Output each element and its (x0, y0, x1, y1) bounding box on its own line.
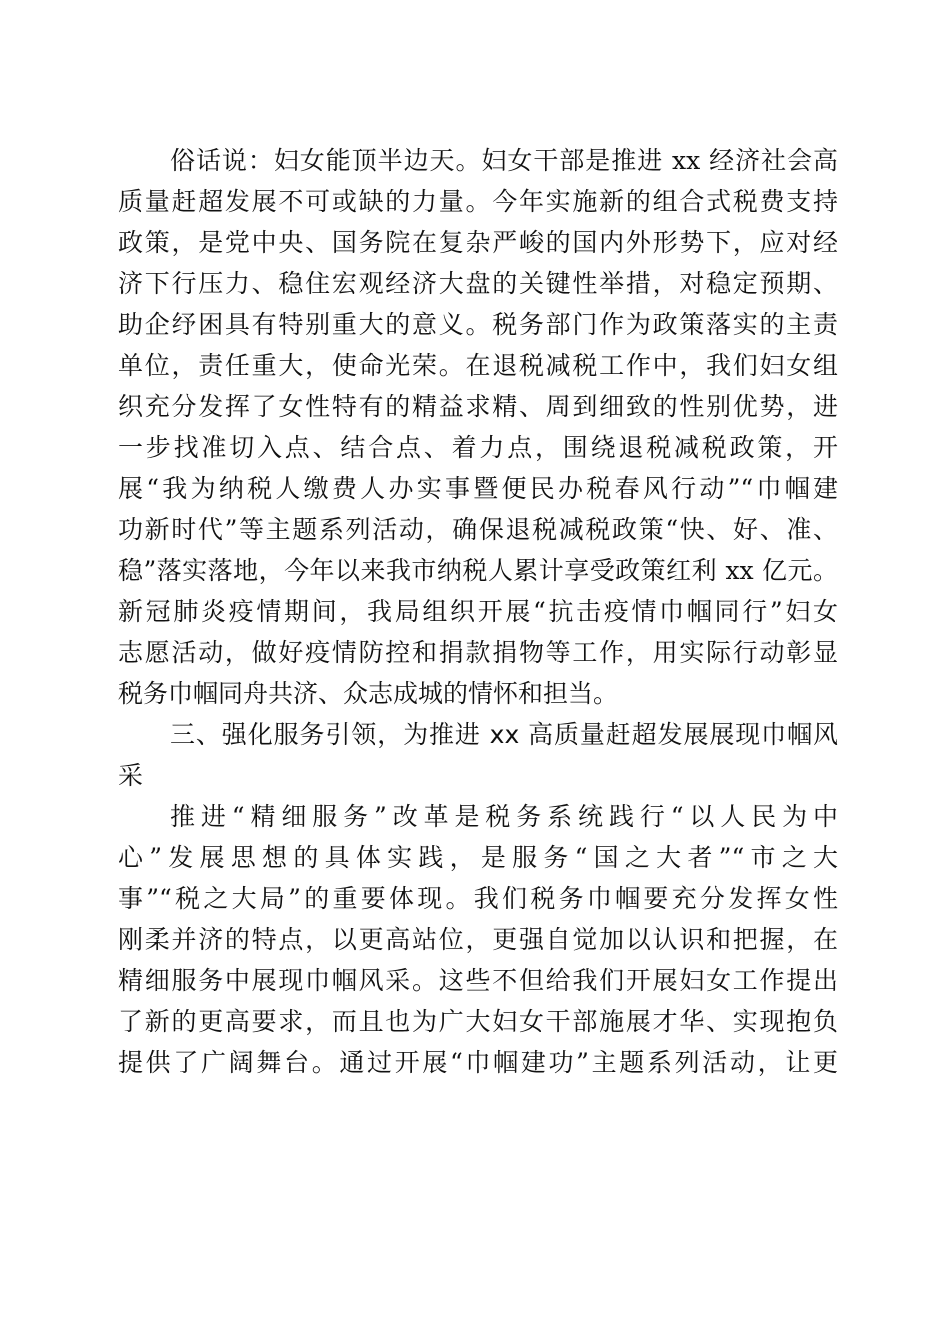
paragraph-2-line: 事”“税之大局”的重要体现。我们税务巾帼要充分发挥女性 (118, 884, 838, 913)
paragraph-2-line: 精细服务中展现巾帼风采。这些不但给我们开展妇女工作提出 (118, 966, 838, 995)
paragraph-2-line: 心”发展思想的具体实践，是服务“国之大者”“市之大 (118, 843, 838, 872)
paragraph-1-line: 助企纾困具有特别重大的意义。税务部门作为政策落实的主责 (118, 310, 838, 339)
section-heading: 三、强化服务引领，为推进 xx 高质量赶超发展展现巾帼风 (170, 720, 838, 749)
paragraph-1-line: 稳”落实落地，今年以来我市纳税人累计享受政策红利 xx 亿元。 (118, 556, 838, 585)
paragraph-2-line: 推进“精细服务”改革是税务系统践行“以人民为中 (170, 802, 838, 831)
paragraph-1-line: 政策，是党中央、国务院在复杂严峻的国内外形势下，应对经 (118, 228, 838, 257)
paragraph-1-line: 新冠肺炎疫情期间，我局组织开展“抗击疫情巾帼同行”妇女 (118, 597, 838, 626)
paragraph-1-line: 展“我为纳税人缴费人办实事暨便民办税春风行动”“巾帼建 (118, 474, 838, 503)
paragraph-1-line: 济下行压力、稳住宏观经济大盘的关键性举措，对稳定预期、 (118, 269, 838, 298)
paragraph-1-line: 质量赶超发展不可或缺的力量。今年实施新的组合式税费支持 (118, 187, 838, 216)
paragraph-1-line: 一步找准切入点、结合点、着力点，围绕退税减税政策，开 (118, 433, 838, 462)
paragraph-2-line: 了新的更高要求，而且也为广大妇女干部施展才华、实现抱负 (118, 1007, 838, 1036)
paragraph-1-line: 单位，责任重大，使命光荣。在退税减税工作中，我们妇女组 (118, 351, 838, 380)
paragraph-2-line: 刚柔并济的特点，以更高站位，更强自觉加以认识和把握，在 (118, 925, 838, 954)
paragraph-1-line: 税务巾帼同舟共济、众志成城的情怀和担当。 (118, 679, 619, 708)
paragraph-1-line: 志愿活动，做好疫情防控和捐款捐物等工作，用实际行动彰显 (118, 638, 838, 667)
paragraph-1-line: 织充分发挥了女性特有的精益求精、周到细致的性别优势，进 (118, 392, 838, 421)
paragraph-1-line: 俗话说：妇女能顶半边天。妇女干部是推进 xx 经济社会高 (170, 146, 838, 175)
section-heading: 采 (118, 761, 144, 790)
paragraph-2-line: 提供了广阔舞台。通过开展“巾帼建功”主题系列活动，让更 (118, 1048, 838, 1077)
paragraph-1-line: 功新时代”等主题系列活动，确保退税减税政策“快、好、准、 (118, 515, 838, 544)
